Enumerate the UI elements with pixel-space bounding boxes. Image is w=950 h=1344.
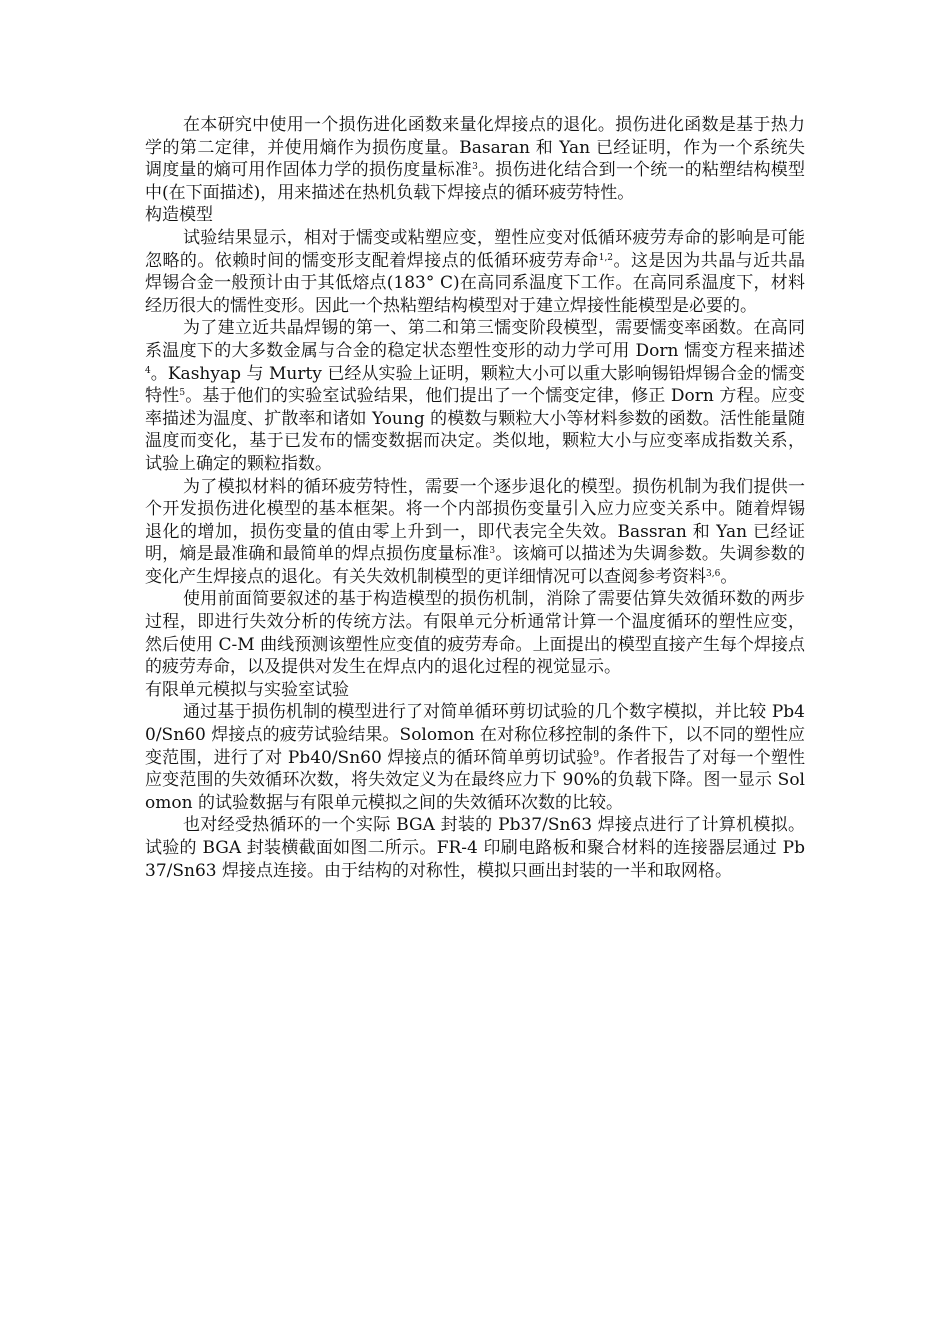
- paragraph-text: 为了模拟材料的循环疲劳特性，需要一个逐步退化的模型。损伤机制为我们提供一个开发损伤进化模型的基本框架。将一个内部损伤变量引入应力应变关系中。随着焊锡退化的增加，损伤变量的值由零上升到一，即代表完全失效。Bassran 和 Yan 已经证明，熵是最准确和最简单的焊点损伤度量标准: [145, 476, 805, 565]
- paragraph-text: 。Kashyap 与 Murty 已经从实验上证明，颗粒大小可以重大影响锡铅焊锡合金的懦变特性: [145, 363, 805, 407]
- reference-superscript: 1,2: [598, 252, 614, 263]
- paragraph-text: 。这是因为共晶与近共晶焊锡合金一般预计由于其低熔点(183° C)在高同系温度下工作。在高同系温度下，材料经历很大的懦性变形。因此一个热粘塑结构模型对于建立焊接性能模型是必要的。: [145, 250, 806, 316]
- paragraph-text: 。损伤进化结合到一个统一的粘塑结构模型中(在下面描述)，用来描述在热机负载下焊接点的循环疲劳特性。: [145, 160, 806, 203]
- reference-superscript: 3: [489, 546, 496, 557]
- paragraph-creep-rate: [145, 317, 805, 475]
- reference-superscript: 3: [472, 162, 478, 173]
- paragraph-text: 。作者报告了对每一个塑性应变范围的失效循环次数，将失效定义为在最终应力下 90%的负载下降。图一显示 Solomon 的试验数据与有限单元模拟之间的失效循环次数的比较。: [145, 747, 806, 813]
- paragraph-damage-mechanism: 使用前面简要叙述的基于构造模型的损伤机制，消除了需要估算失效循环数的两步过程，即进行失效分析的传统方法。有限单元分析通常计算一个温度循环的塑性应变，然后使用 C-M 曲线预测该塑性应变值的疲劳寿命。上面提出的模型直接产生每个焊接点的疲劳寿命，以及提供对发生在焊点内的退化过程的视觉显示。: [145, 589, 805, 678]
- paragraph-shear-tests: [145, 701, 805, 814]
- paragraph-damage-evolution: [145, 114, 805, 204]
- paragraph-text: 。: [720, 566, 738, 587]
- paragraph-text: 在本研究中使用一个损伤进化函数来量化焊接点的退化。损伤进化函数是基于热力学的第二定律，并使用熵作为损伤度量。Basaran 和 Yan 已经证明，作为一个系统失调度量的熵可用作固体力学的损伤度量标准: [145, 115, 805, 181]
- paragraph-cyclic-fatigue: [145, 476, 805, 589]
- paragraph-bga-simulation: 也对经受热循环的一个实际 BGA 封装的 Pb37/Sn63 焊接点进行了计算机模拟。试验的 BGA 封装横截面如图二所示。FR-4 印刷电路板和聚合材料的连接器层通过 Pb37/Sn63 焊接点连接。由于结构的对称性，模拟只画出封装的一半和取网格。: [145, 815, 805, 881]
- reference-superscript: 9: [593, 749, 600, 760]
- document-page: [145, 114, 805, 882]
- paragraph-text: 。该熵可以描述为失调参数。失调参数的变化产生焊接点的退化。有关失效机制模型的更详细情况可以查阅参考资料: [145, 544, 806, 587]
- paragraph-creep-dominance: [145, 227, 805, 317]
- section-heading-fem-and-tests: 有限单元模拟与实验室试验: [145, 679, 349, 700]
- reference-superscript: 5: [179, 388, 186, 399]
- reference-superscript: 3,6: [706, 568, 721, 579]
- paragraph-text: 通过基于损伤机制的模型进行了对简单循环剪切试验的几个数字模拟，并比较 Pb40/Sn60 焊接点的疲劳试验结果。Solomon 在对称位移控制的条件下，以不同的塑性应变范围，进行了对 Pb40/Sn60 焊接点的循环简单剪切试验: [145, 702, 805, 768]
- paragraph-text: 。基于他们的实验室试验结果，他们提出了一个懦变定律，修正 Dorn 方程。应变率描述为温度、扩散率和诸如 Young 的模数与颗粒大小等材料参数的函数。活性能量随温度而变化，基于已发布的懦变数据而决定。类似地，颗粒大小与应变率成指数关系，试验上确定的颗粒指数。: [145, 386, 806, 474]
- paragraph-text: 试验结果显示，相对于懦变或粘塑应变，塑性应变对低循环疲劳寿命的影响是可能忽略的。依赖时间的懦变形支配着焊接点的低循环疲劳寿命: [145, 227, 805, 271]
- section-heading-constitutive-model: 构造模型: [145, 205, 213, 226]
- reference-superscript: 4: [145, 365, 151, 376]
- paragraph-text: 为了建立近共晶焊锡的第一、第二和第三懦变阶段模型，需要懦变率函数。在高同系温度下的大多数金属与合金的稳定状态塑性变形的动力学可用 Dorn 懦变方程来描述: [145, 318, 805, 361]
